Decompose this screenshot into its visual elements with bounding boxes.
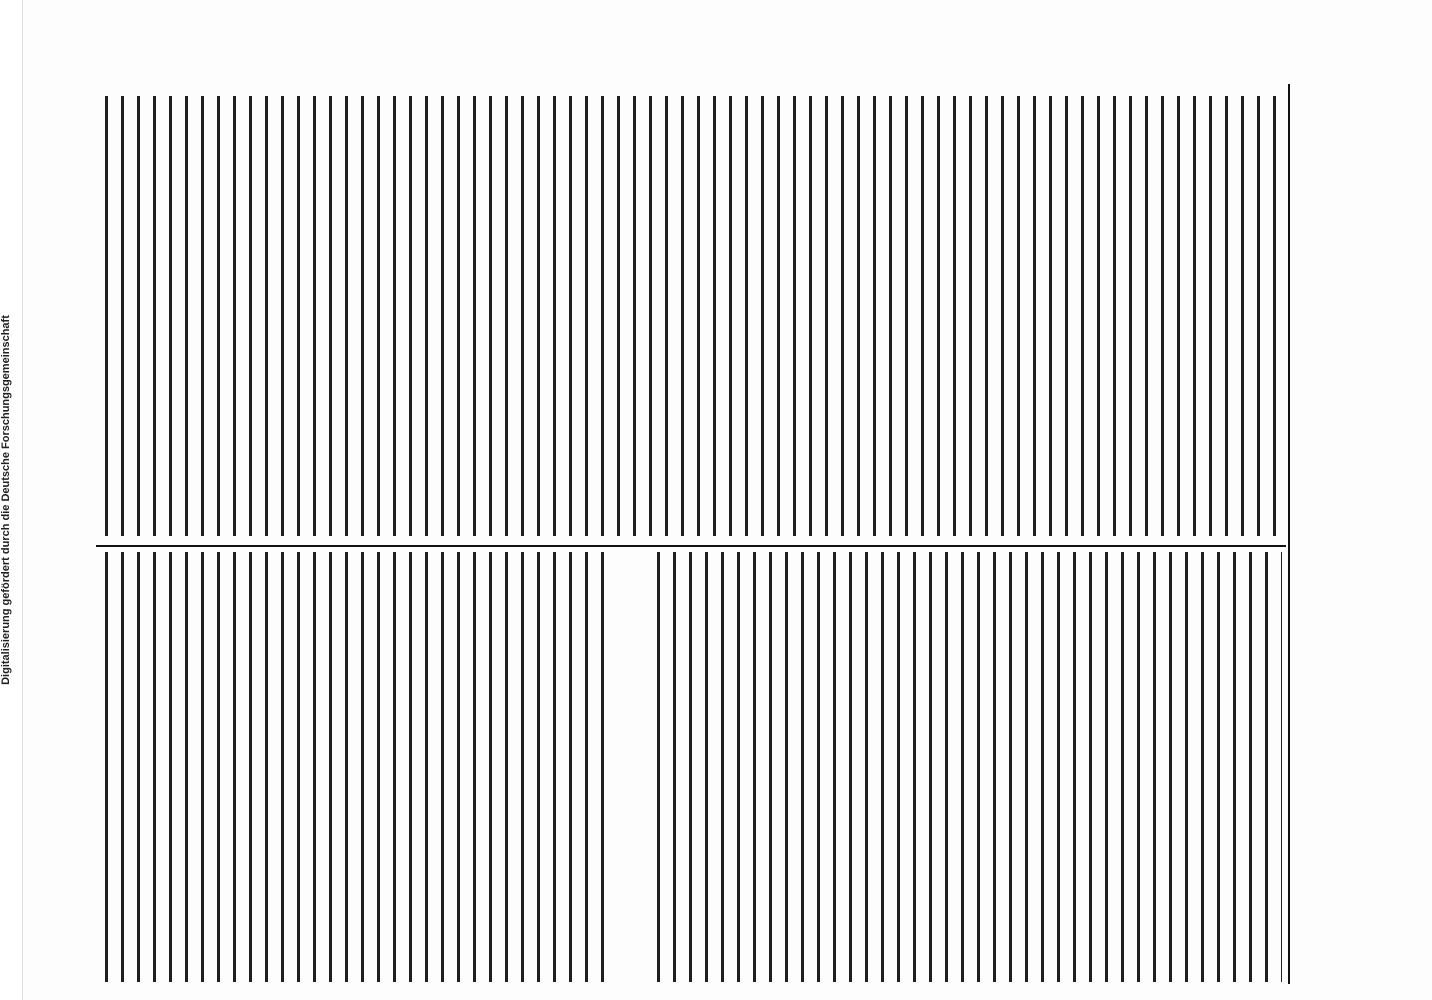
text-column-lower-left <box>98 552 608 982</box>
footer-text: Digitalisierung gefördert durch die Deutsche Forschungsgemeinschaft <box>0 315 12 685</box>
digitization-footer <box>0 0 23 1000</box>
page-header <box>1302 0 1328 870</box>
text-column-lower-right <box>618 552 1282 982</box>
column-divider <box>96 545 1286 547</box>
stage-direction <box>629 648 651 768</box>
text-column-upper <box>98 96 1282 536</box>
